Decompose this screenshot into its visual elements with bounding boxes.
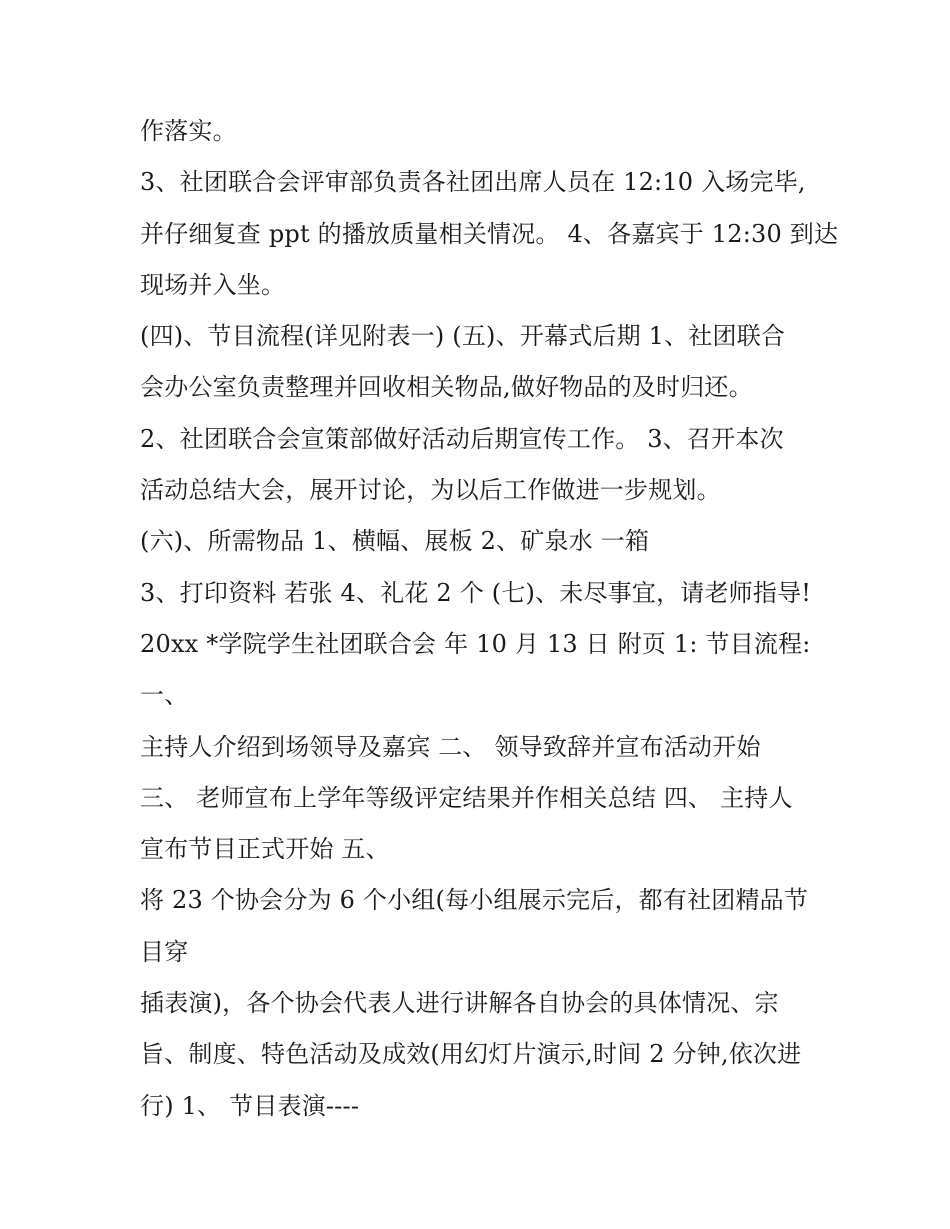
text-line: (六)、所需物品 1、横幅、展板 2、矿泉水 一箱	[140, 527, 650, 556]
text-line: 并仔细复查 ppt 的播放质量相关情况。 4、各嘉宾于 12:30 到达	[140, 219, 839, 248]
text-line: 旨、制度、特色活动及成效(用幻灯片演示,时间 2 分钟,依次进	[140, 1040, 802, 1069]
text-line: 主持人介绍到场领导及嘉宾 二、 领导致辞并宣布活动开始	[140, 732, 761, 761]
text-line: 作落实。	[140, 117, 237, 145]
text-line: 宣布节目正式开始 五、	[140, 835, 390, 864]
text-line: 插表演)，各个协会代表人进行讲解各自协会的具体情况、宗	[140, 989, 779, 1018]
text-line: 一、	[140, 681, 189, 710]
text-line: 三、 老师宣布上学年等级评定结果并作相关总结 四、 主持人	[140, 783, 793, 812]
text-line: 3、打印资料 若张 4、礼花 2 个 (七)、未尽事宜，请老师指导!	[140, 578, 812, 607]
text-line: 活动总结大会，展开讨论，为以后工作做进一步规划。	[140, 476, 721, 505]
body-text	[140, 106, 840, 1132]
text-line: 行) 1、 节目表演----	[140, 1091, 360, 1120]
text-line: 3、社团联合会评审部负责各社团出席人员在 12:10 入场完毕,	[140, 168, 806, 197]
text-line: 20xx *学院学生社团联合会 年 10 月 13 日 附页 1: 节目流程:	[140, 629, 811, 658]
text-line: 将 23 个协会分为 6 个小组(每小组展示完后，都有社团精品节	[140, 886, 809, 915]
text-line: 会办公室负责整理并回收相关物品,做好物品的及时归还。	[140, 373, 753, 402]
text-line: 2、社团联合会宣策部做好活动后期宣传工作。 3、召开本次	[140, 424, 784, 453]
text-line: (四)、节目流程(详见附表一) (五)、开幕式后期 1、社团联合	[140, 322, 786, 351]
text-line: 现场并入坐。	[140, 270, 286, 299]
text-line: 目穿	[140, 937, 189, 966]
